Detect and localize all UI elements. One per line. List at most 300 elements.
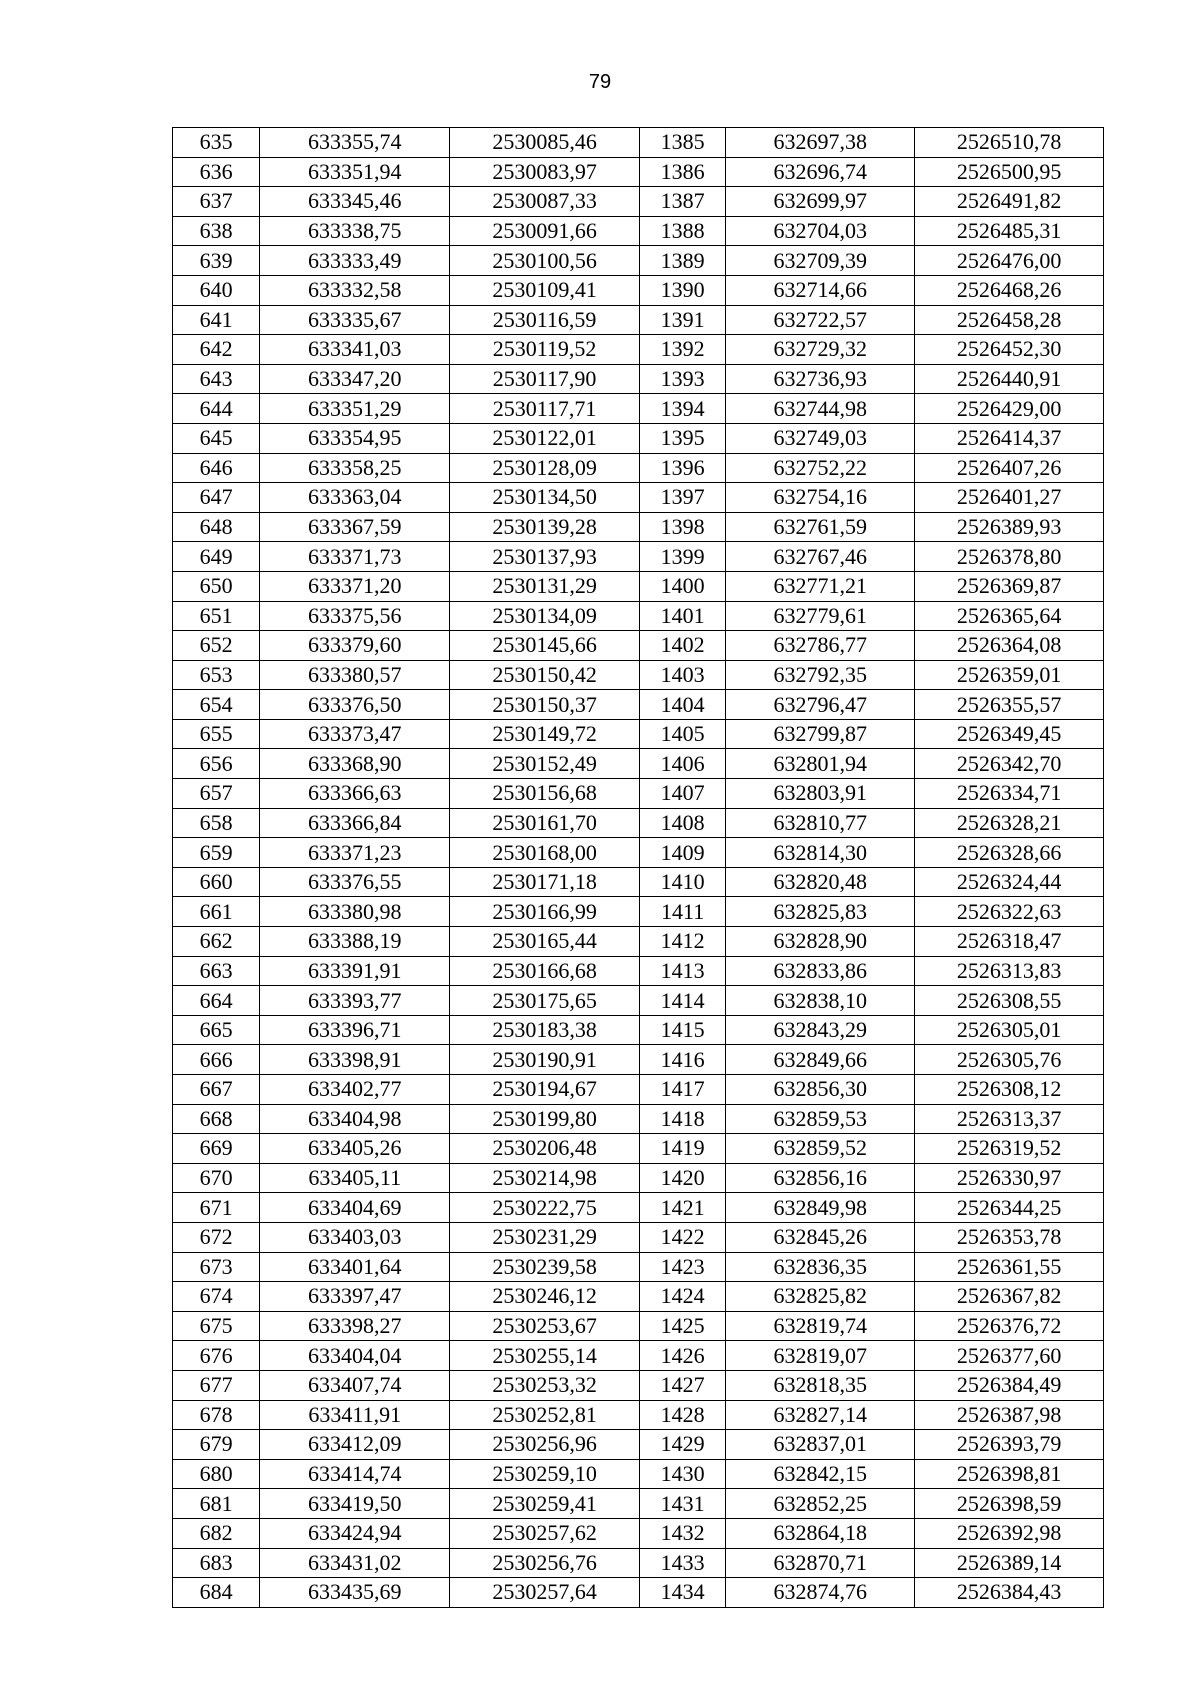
cell-y-coordinate: 2530166,68 — [450, 956, 640, 986]
cell-y-coordinate: 2530256,76 — [450, 1548, 640, 1578]
cell-point-number: 660 — [173, 867, 260, 897]
cell-x-coordinate: 632754,16 — [726, 483, 915, 513]
cell-y-coordinate: 2526377,60 — [915, 1341, 1104, 1371]
cell-y-coordinate: 2530117,71 — [450, 394, 640, 424]
cell-y-coordinate: 2530165,44 — [450, 927, 640, 957]
cell-y-coordinate: 2530222,75 — [450, 1193, 640, 1223]
cell-x-coordinate: 632714,66 — [726, 275, 915, 305]
cell-y-coordinate: 2530156,68 — [450, 779, 640, 809]
table-row — [173, 423, 1104, 453]
cell-y-coordinate: 2530116,59 — [450, 305, 640, 335]
cell-y-coordinate: 2526414,37 — [915, 423, 1104, 453]
cell-x-coordinate: 632836,35 — [726, 1252, 915, 1282]
cell-y-coordinate: 2530137,93 — [450, 542, 640, 572]
cell-point-number: 1419 — [640, 1134, 726, 1164]
cell-y-coordinate: 2526330,97 — [915, 1163, 1104, 1193]
table-row — [173, 1015, 1104, 1045]
table-row — [173, 1193, 1104, 1223]
table-row — [173, 394, 1104, 424]
cell-x-coordinate: 632819,74 — [726, 1311, 915, 1341]
cell-x-coordinate: 633404,69 — [260, 1193, 450, 1223]
cell-y-coordinate: 2530166,99 — [450, 897, 640, 927]
cell-point-number: 1396 — [640, 453, 726, 483]
cell-y-coordinate: 2526485,31 — [915, 216, 1104, 246]
cell-x-coordinate: 632744,98 — [726, 394, 915, 424]
cell-point-number: 665 — [173, 1015, 260, 1045]
cell-point-number: 1388 — [640, 216, 726, 246]
cell-x-coordinate: 633403,03 — [260, 1222, 450, 1252]
cell-point-number: 661 — [173, 897, 260, 927]
table-row — [173, 1163, 1104, 1193]
cell-y-coordinate: 2526398,81 — [915, 1459, 1104, 1489]
cell-x-coordinate: 632825,82 — [726, 1282, 915, 1312]
cell-y-coordinate: 2530259,41 — [450, 1489, 640, 1519]
cell-x-coordinate: 632819,07 — [726, 1341, 915, 1371]
table-row — [173, 453, 1104, 483]
cell-y-coordinate: 2526353,78 — [915, 1222, 1104, 1252]
table-row — [173, 128, 1104, 158]
cell-x-coordinate: 633393,77 — [260, 986, 450, 1016]
cell-point-number: 1413 — [640, 956, 726, 986]
cell-y-coordinate: 2526458,28 — [915, 305, 1104, 335]
cell-point-number: 666 — [173, 1045, 260, 1075]
cell-point-number: 1392 — [640, 335, 726, 365]
cell-y-coordinate: 2526398,59 — [915, 1489, 1104, 1519]
table-row — [173, 1400, 1104, 1430]
cell-x-coordinate: 633424,94 — [260, 1518, 450, 1548]
table-row — [173, 305, 1104, 335]
table-row — [173, 1578, 1104, 1608]
cell-y-coordinate: 2526313,83 — [915, 956, 1104, 986]
cell-x-coordinate: 632852,25 — [726, 1489, 915, 1519]
cell-x-coordinate: 632849,66 — [726, 1045, 915, 1075]
cell-x-coordinate: 632699,97 — [726, 187, 915, 217]
cell-point-number: 1423 — [640, 1252, 726, 1282]
cell-x-coordinate: 633404,04 — [260, 1341, 450, 1371]
cell-point-number: 1426 — [640, 1341, 726, 1371]
cell-y-coordinate: 2530109,41 — [450, 275, 640, 305]
cell-x-coordinate: 632870,71 — [726, 1548, 915, 1578]
cell-x-coordinate: 632828,90 — [726, 927, 915, 957]
table-row — [173, 1341, 1104, 1371]
cell-x-coordinate: 633407,74 — [260, 1370, 450, 1400]
cell-x-coordinate: 633366,63 — [260, 779, 450, 809]
cell-point-number: 664 — [173, 986, 260, 1016]
cell-point-number: 672 — [173, 1222, 260, 1252]
cell-y-coordinate: 2530149,72 — [450, 719, 640, 749]
cell-y-coordinate: 2526468,26 — [915, 275, 1104, 305]
cell-x-coordinate: 633363,04 — [260, 483, 450, 513]
cell-y-coordinate: 2530117,90 — [450, 364, 640, 394]
table-row — [173, 660, 1104, 690]
cell-x-coordinate: 632729,32 — [726, 335, 915, 365]
cell-x-coordinate: 632842,15 — [726, 1459, 915, 1489]
cell-y-coordinate: 2526328,21 — [915, 808, 1104, 838]
cell-y-coordinate: 2530139,28 — [450, 512, 640, 542]
cell-point-number: 1409 — [640, 838, 726, 868]
cell-y-coordinate: 2526392,98 — [915, 1518, 1104, 1548]
cell-y-coordinate: 2526322,63 — [915, 897, 1104, 927]
cell-x-coordinate: 633366,84 — [260, 808, 450, 838]
cell-x-coordinate: 633397,47 — [260, 1282, 450, 1312]
cell-x-coordinate: 632820,48 — [726, 867, 915, 897]
cell-point-number: 667 — [173, 1075, 260, 1105]
cell-x-coordinate: 632859,52 — [726, 1134, 915, 1164]
cell-point-number: 1415 — [640, 1015, 726, 1045]
cell-point-number: 1417 — [640, 1075, 726, 1105]
cell-point-number: 662 — [173, 927, 260, 957]
cell-point-number: 663 — [173, 956, 260, 986]
cell-x-coordinate: 633396,71 — [260, 1015, 450, 1045]
cell-point-number: 1434 — [640, 1578, 726, 1608]
cell-x-coordinate: 633333,49 — [260, 246, 450, 276]
table-row — [173, 542, 1104, 572]
cell-x-coordinate: 632864,18 — [726, 1518, 915, 1548]
cell-point-number: 1425 — [640, 1311, 726, 1341]
cell-point-number: 644 — [173, 394, 260, 424]
cell-point-number: 669 — [173, 1134, 260, 1164]
cell-point-number: 654 — [173, 690, 260, 720]
cell-point-number: 1420 — [640, 1163, 726, 1193]
cell-y-coordinate: 2530161,70 — [450, 808, 640, 838]
table-row — [173, 187, 1104, 217]
cell-point-number: 1418 — [640, 1104, 726, 1134]
table-row — [173, 1104, 1104, 1134]
cell-x-coordinate: 632825,83 — [726, 897, 915, 927]
cell-y-coordinate: 2526491,82 — [915, 187, 1104, 217]
cell-x-coordinate: 632843,29 — [726, 1015, 915, 1045]
cell-y-coordinate: 2530257,64 — [450, 1578, 640, 1608]
cell-point-number: 1401 — [640, 601, 726, 631]
table-row — [173, 749, 1104, 779]
cell-y-coordinate: 2526349,45 — [915, 719, 1104, 749]
table-row — [173, 335, 1104, 365]
table-row — [173, 1252, 1104, 1282]
cell-y-coordinate: 2530252,81 — [450, 1400, 640, 1430]
cell-point-number: 680 — [173, 1459, 260, 1489]
cell-x-coordinate: 633405,26 — [260, 1134, 450, 1164]
cell-x-coordinate: 633332,58 — [260, 275, 450, 305]
cell-x-coordinate: 632859,53 — [726, 1104, 915, 1134]
cell-point-number: 648 — [173, 512, 260, 542]
cell-point-number: 1405 — [640, 719, 726, 749]
table-row — [173, 216, 1104, 246]
cell-y-coordinate: 2530152,49 — [450, 749, 640, 779]
cell-point-number: 645 — [173, 423, 260, 453]
cell-x-coordinate: 633351,94 — [260, 157, 450, 187]
cell-y-coordinate: 2526344,25 — [915, 1193, 1104, 1223]
cell-x-coordinate: 633367,59 — [260, 512, 450, 542]
cell-x-coordinate: 632736,93 — [726, 364, 915, 394]
cell-point-number: 1385 — [640, 128, 726, 158]
cell-y-coordinate: 2526500,95 — [915, 157, 1104, 187]
cell-x-coordinate: 632810,77 — [726, 808, 915, 838]
cell-point-number: 1397 — [640, 483, 726, 513]
cell-point-number: 647 — [173, 483, 260, 513]
cell-x-coordinate: 632856,30 — [726, 1075, 915, 1105]
cell-x-coordinate: 633398,27 — [260, 1311, 450, 1341]
cell-x-coordinate: 632837,01 — [726, 1430, 915, 1460]
cell-x-coordinate: 633431,02 — [260, 1548, 450, 1578]
cell-x-coordinate: 633412,09 — [260, 1430, 450, 1460]
cell-x-coordinate: 633351,29 — [260, 394, 450, 424]
cell-y-coordinate: 2526429,00 — [915, 394, 1104, 424]
cell-point-number: 681 — [173, 1489, 260, 1519]
cell-y-coordinate: 2526389,93 — [915, 512, 1104, 542]
table-row — [173, 1311, 1104, 1341]
cell-y-coordinate: 2530083,97 — [450, 157, 640, 187]
cell-point-number: 677 — [173, 1370, 260, 1400]
cell-point-number: 659 — [173, 838, 260, 868]
cell-y-coordinate: 2526440,91 — [915, 364, 1104, 394]
cell-y-coordinate: 2530257,62 — [450, 1518, 640, 1548]
cell-point-number: 651 — [173, 601, 260, 631]
cell-x-coordinate: 632801,94 — [726, 749, 915, 779]
coordinates-table — [172, 127, 1104, 1608]
cell-x-coordinate: 632845,26 — [726, 1222, 915, 1252]
table-row — [173, 1222, 1104, 1252]
cell-point-number: 1412 — [640, 927, 726, 957]
cell-y-coordinate: 2530190,91 — [450, 1045, 640, 1075]
cell-y-coordinate: 2530119,52 — [450, 335, 640, 365]
cell-y-coordinate: 2526328,66 — [915, 838, 1104, 868]
cell-point-number: 1421 — [640, 1193, 726, 1223]
cell-x-coordinate: 632722,57 — [726, 305, 915, 335]
cell-y-coordinate: 2526324,44 — [915, 867, 1104, 897]
cell-y-coordinate: 2526378,80 — [915, 542, 1104, 572]
cell-point-number: 657 — [173, 779, 260, 809]
cell-y-coordinate: 2526476,00 — [915, 246, 1104, 276]
cell-point-number: 1395 — [640, 423, 726, 453]
cell-x-coordinate: 632838,10 — [726, 986, 915, 1016]
cell-point-number: 668 — [173, 1104, 260, 1134]
cell-x-coordinate: 633419,50 — [260, 1489, 450, 1519]
cell-y-coordinate: 2526319,52 — [915, 1134, 1104, 1164]
cell-y-coordinate: 2526355,57 — [915, 690, 1104, 720]
cell-point-number: 1410 — [640, 867, 726, 897]
cell-x-coordinate: 633376,55 — [260, 867, 450, 897]
table-row — [173, 1370, 1104, 1400]
cell-point-number: 653 — [173, 660, 260, 690]
cell-point-number: 1416 — [640, 1045, 726, 1075]
cell-x-coordinate: 633335,67 — [260, 305, 450, 335]
cell-y-coordinate: 2530259,10 — [450, 1459, 640, 1489]
cell-y-coordinate: 2526401,27 — [915, 483, 1104, 513]
cell-x-coordinate: 633405,11 — [260, 1163, 450, 1193]
cell-point-number: 1398 — [640, 512, 726, 542]
table-row — [173, 867, 1104, 897]
cell-x-coordinate: 633380,57 — [260, 660, 450, 690]
cell-point-number: 1430 — [640, 1459, 726, 1489]
cell-x-coordinate: 632786,77 — [726, 631, 915, 661]
table-row — [173, 838, 1104, 868]
cell-point-number: 650 — [173, 571, 260, 601]
cell-x-coordinate: 633373,47 — [260, 719, 450, 749]
cell-y-coordinate: 2526359,01 — [915, 660, 1104, 690]
cell-x-coordinate: 632767,46 — [726, 542, 915, 572]
cell-y-coordinate: 2530255,14 — [450, 1341, 640, 1371]
table-row — [173, 1459, 1104, 1489]
cell-y-coordinate: 2530253,67 — [450, 1311, 640, 1341]
cell-point-number: 658 — [173, 808, 260, 838]
cell-point-number: 1408 — [640, 808, 726, 838]
cell-y-coordinate: 2530175,65 — [450, 986, 640, 1016]
table-row — [173, 512, 1104, 542]
cell-point-number: 1429 — [640, 1430, 726, 1460]
cell-x-coordinate: 632803,91 — [726, 779, 915, 809]
cell-x-coordinate: 633345,46 — [260, 187, 450, 217]
cell-point-number: 1411 — [640, 897, 726, 927]
page-number: 79 — [588, 71, 612, 93]
table-row — [173, 779, 1104, 809]
cell-x-coordinate: 633402,77 — [260, 1075, 450, 1105]
cell-y-coordinate: 2526384,49 — [915, 1370, 1104, 1400]
cell-point-number: 636 — [173, 157, 260, 187]
cell-point-number: 646 — [173, 453, 260, 483]
cell-point-number: 682 — [173, 1518, 260, 1548]
cell-y-coordinate: 2530214,98 — [450, 1163, 640, 1193]
cell-x-coordinate: 632799,87 — [726, 719, 915, 749]
cell-point-number: 1389 — [640, 246, 726, 276]
cell-point-number: 1433 — [640, 1548, 726, 1578]
cell-y-coordinate: 2530150,37 — [450, 690, 640, 720]
cell-point-number: 1403 — [640, 660, 726, 690]
table-row — [173, 275, 1104, 305]
cell-y-coordinate: 2530085,46 — [450, 128, 640, 158]
cell-y-coordinate: 2526387,98 — [915, 1400, 1104, 1430]
cell-x-coordinate: 633391,91 — [260, 956, 450, 986]
cell-x-coordinate: 632814,30 — [726, 838, 915, 868]
cell-point-number: 1422 — [640, 1222, 726, 1252]
table-row — [173, 631, 1104, 661]
table-row — [173, 1282, 1104, 1312]
table-row — [173, 927, 1104, 957]
cell-point-number: 1394 — [640, 394, 726, 424]
table-row — [173, 897, 1104, 927]
table-row — [173, 719, 1104, 749]
cell-x-coordinate: 632771,21 — [726, 571, 915, 601]
cell-point-number: 1402 — [640, 631, 726, 661]
table-row — [173, 246, 1104, 276]
cell-y-coordinate: 2526365,64 — [915, 601, 1104, 631]
cell-x-coordinate: 632749,03 — [726, 423, 915, 453]
cell-x-coordinate: 632704,03 — [726, 216, 915, 246]
table-row — [173, 956, 1104, 986]
cell-y-coordinate: 2526308,55 — [915, 986, 1104, 1016]
cell-x-coordinate: 633414,74 — [260, 1459, 450, 1489]
cell-point-number: 1404 — [640, 690, 726, 720]
cell-x-coordinate: 633341,03 — [260, 335, 450, 365]
cell-point-number: 1407 — [640, 779, 726, 809]
cell-y-coordinate: 2530206,48 — [450, 1134, 640, 1164]
cell-x-coordinate: 632856,16 — [726, 1163, 915, 1193]
cell-y-coordinate: 2526313,37 — [915, 1104, 1104, 1134]
table-row — [173, 1045, 1104, 1075]
cell-x-coordinate: 633404,98 — [260, 1104, 450, 1134]
cell-x-coordinate: 632833,86 — [726, 956, 915, 986]
table-row — [173, 1489, 1104, 1519]
table-row — [173, 483, 1104, 513]
cell-y-coordinate: 2530231,29 — [450, 1222, 640, 1252]
cell-point-number: 1399 — [640, 542, 726, 572]
table-row — [173, 157, 1104, 187]
table-row — [173, 808, 1104, 838]
cell-x-coordinate: 632818,35 — [726, 1370, 915, 1400]
cell-x-coordinate: 632752,22 — [726, 453, 915, 483]
cell-x-coordinate: 632709,39 — [726, 246, 915, 276]
cell-y-coordinate: 2530134,50 — [450, 483, 640, 513]
cell-point-number: 673 — [173, 1252, 260, 1282]
table-row — [173, 1548, 1104, 1578]
cell-point-number: 674 — [173, 1282, 260, 1312]
cell-y-coordinate: 2530256,96 — [450, 1430, 640, 1460]
cell-y-coordinate: 2530134,09 — [450, 601, 640, 631]
cell-y-coordinate: 2526367,82 — [915, 1282, 1104, 1312]
cell-point-number: 640 — [173, 275, 260, 305]
coordinates-table-body — [173, 128, 1104, 1608]
cell-y-coordinate: 2530199,80 — [450, 1104, 640, 1134]
cell-y-coordinate: 2530128,09 — [450, 453, 640, 483]
cell-y-coordinate: 2530194,67 — [450, 1075, 640, 1105]
cell-point-number: 1387 — [640, 187, 726, 217]
cell-point-number: 638 — [173, 216, 260, 246]
cell-x-coordinate: 632849,98 — [726, 1193, 915, 1223]
cell-y-coordinate: 2526389,14 — [915, 1548, 1104, 1578]
cell-y-coordinate: 2526361,55 — [915, 1252, 1104, 1282]
cell-x-coordinate: 633380,98 — [260, 897, 450, 927]
cell-point-number: 684 — [173, 1578, 260, 1608]
cell-x-coordinate: 632696,74 — [726, 157, 915, 187]
cell-x-coordinate: 633338,75 — [260, 216, 450, 246]
cell-x-coordinate: 633376,50 — [260, 690, 450, 720]
cell-x-coordinate: 633371,20 — [260, 571, 450, 601]
cell-point-number: 676 — [173, 1341, 260, 1371]
cell-x-coordinate: 632874,76 — [726, 1578, 915, 1608]
cell-y-coordinate: 2526452,30 — [915, 335, 1104, 365]
cell-x-coordinate: 633368,90 — [260, 749, 450, 779]
cell-y-coordinate: 2530087,33 — [450, 187, 640, 217]
cell-point-number: 1431 — [640, 1489, 726, 1519]
cell-point-number: 1432 — [640, 1518, 726, 1548]
table-row — [173, 1134, 1104, 1164]
cell-x-coordinate: 632827,14 — [726, 1400, 915, 1430]
cell-point-number: 641 — [173, 305, 260, 335]
cell-y-coordinate: 2530145,66 — [450, 631, 640, 661]
cell-x-coordinate: 633371,73 — [260, 542, 450, 572]
cell-y-coordinate: 2526334,71 — [915, 779, 1104, 809]
cell-point-number: 1414 — [640, 986, 726, 1016]
cell-point-number: 649 — [173, 542, 260, 572]
cell-x-coordinate: 633358,25 — [260, 453, 450, 483]
cell-x-coordinate: 632761,59 — [726, 512, 915, 542]
cell-x-coordinate: 633401,64 — [260, 1252, 450, 1282]
cell-point-number: 652 — [173, 631, 260, 661]
cell-x-coordinate: 633375,56 — [260, 601, 450, 631]
cell-y-coordinate: 2530168,00 — [450, 838, 640, 868]
cell-y-coordinate: 2526364,08 — [915, 631, 1104, 661]
cell-point-number: 1391 — [640, 305, 726, 335]
cell-y-coordinate: 2530246,12 — [450, 1282, 640, 1312]
cell-point-number: 675 — [173, 1311, 260, 1341]
table-row — [173, 1430, 1104, 1460]
table-row — [173, 1075, 1104, 1105]
cell-point-number: 639 — [173, 246, 260, 276]
cell-point-number: 643 — [173, 364, 260, 394]
cell-point-number: 671 — [173, 1193, 260, 1223]
cell-point-number: 678 — [173, 1400, 260, 1430]
cell-point-number: 1424 — [640, 1282, 726, 1312]
cell-y-coordinate: 2526308,12 — [915, 1075, 1104, 1105]
